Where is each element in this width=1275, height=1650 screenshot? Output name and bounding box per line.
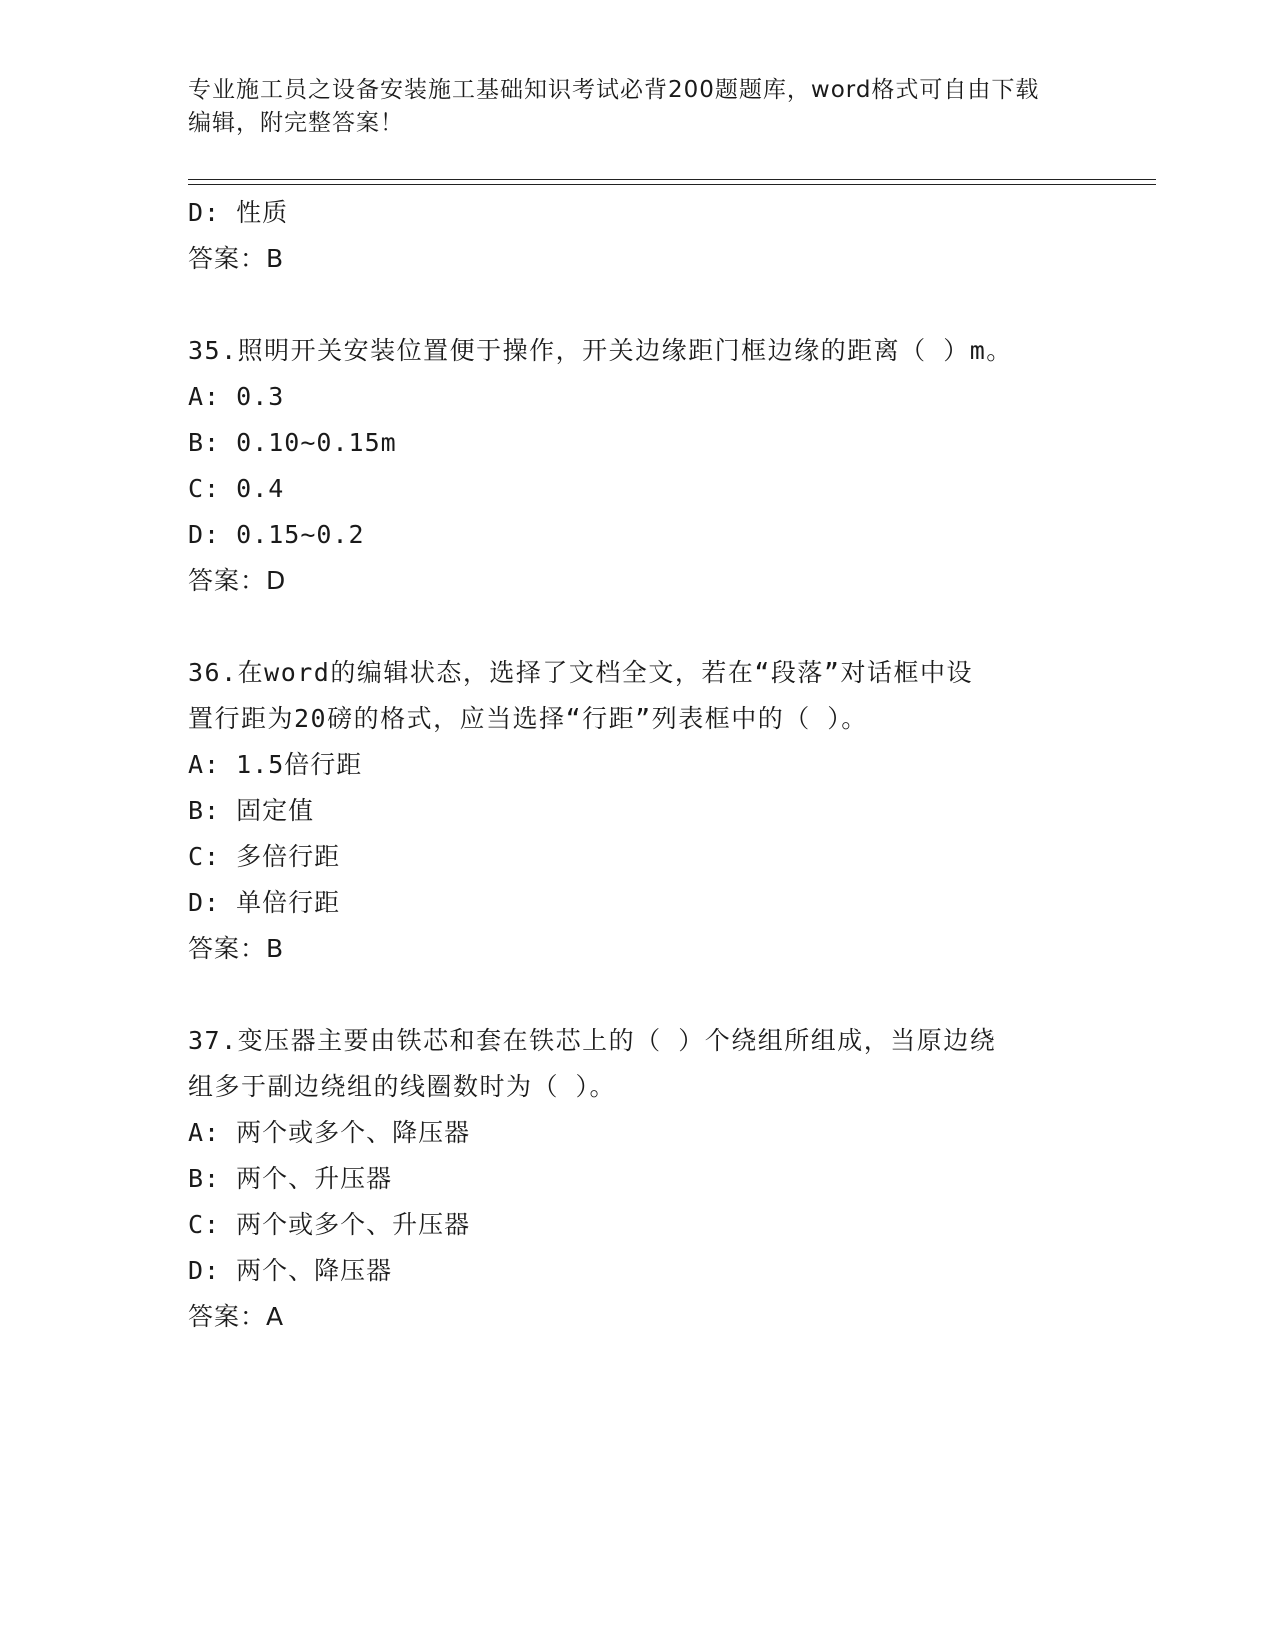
option-d: D: 两个、降压器 (188, 1256, 393, 1285)
header-line-1: 专业施工员之设备安装施工基础知识考试必背200题题库，word格式可自由下载 (188, 77, 1040, 103)
option-b: B: 固定值 (188, 796, 315, 825)
option-b: B: 0.10~0.15m (188, 428, 397, 457)
document-body (188, 190, 1088, 1340)
header-divider-bottom (188, 184, 1156, 185)
previous-question-tail (188, 190, 1088, 282)
option-c: C: 两个或多个、升压器 (188, 1210, 471, 1239)
question-37 (188, 1018, 1088, 1340)
header-divider-top (188, 179, 1156, 180)
option-d: D: 性质 (188, 198, 289, 227)
option-d: D: 0.15~0.2 (188, 520, 365, 549)
option-a: A: 1.5倍行距 (188, 750, 363, 779)
option-c: C: 多倍行距 (188, 842, 341, 871)
option-a: A: 0.3 (188, 382, 285, 411)
option-a: A: 两个或多个、降压器 (188, 1118, 471, 1147)
answer: 答案：B (188, 244, 285, 273)
header-line-2: 编辑，附完整答案！ (188, 110, 404, 136)
question-stem-line-1: 37.变压器主要由铁芯和套在铁芯上的（ ）个绕组所组成，当原边绕 (188, 1026, 997, 1055)
question-stem-line-1: 36.在word的编辑状态，选择了文档全文，若在“段落”对话框中设 (188, 658, 973, 687)
option-b: B: 两个、升压器 (188, 1164, 393, 1193)
question-35 (188, 328, 1088, 604)
question-stem-line-2: 置行距为20磅的格式，应当选择“行距”列表框中的（ ）。 (188, 704, 868, 733)
question-stem: 35.照明开关安装位置便于操作，开关边缘距门框边缘的距离（ ）m。 (188, 336, 1013, 365)
answer: 答案：B (188, 934, 285, 963)
option-c: C: 0.4 (188, 474, 285, 503)
document-header (188, 74, 1088, 140)
question-stem-line-2: 组多于副边绕组的线圈数时为（ ）。 (188, 1072, 617, 1101)
question-36 (188, 650, 1088, 972)
answer: 答案：D (188, 566, 287, 595)
answer: 答案：A (188, 1302, 285, 1331)
option-d: D: 单倍行距 (188, 888, 341, 917)
